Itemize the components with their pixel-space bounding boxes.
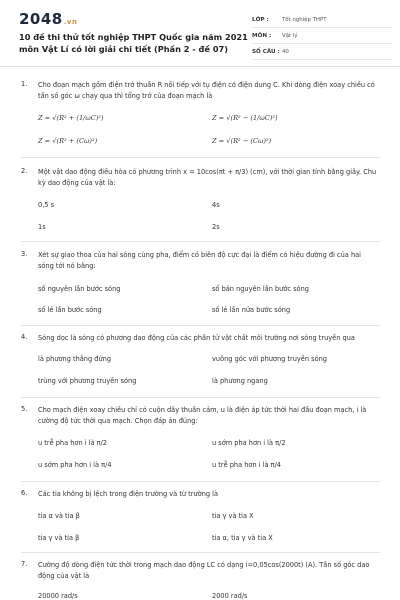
- answer-option-b[interactable]: vuông góc với phương truyền sóng: [212, 355, 327, 363]
- question-divider: [21, 481, 380, 482]
- answer-option-c[interactable]: số lẻ lần bước sóng: [38, 306, 102, 314]
- answer-option-b[interactable]: 4s: [212, 201, 220, 209]
- question-divider: [21, 157, 380, 158]
- question-text: Cường độ dòng điện tức thời trong mạch dao động LC có dạng i=0,05cos(2000t) (A). Tần số góc dao động của vật là: [38, 561, 370, 580]
- answer-option-d[interactable]: là phương ngang: [212, 377, 268, 385]
- question-text: Một vật dao động điều hòa có phương trình x = 10cos(πt + π/3) (cm), với thời gian tính bằng giây. Chu kỳ dao động của vật là:: [38, 168, 377, 187]
- question-number: 1.: [21, 80, 28, 88]
- logo-text: 2048: [19, 10, 63, 28]
- question-text: Xét sự giao thoa của hai sóng cùng pha, điểm có biên độ cực đại là điểm có hiệu đường đi của hai sóng tới nó bằng:: [38, 251, 361, 270]
- answer-option-a[interactable]: 20000 rad/s: [38, 592, 78, 600]
- question-number: 6.: [21, 489, 28, 497]
- answer-option-c[interactable]: u sớm pha hơn i là π/4: [38, 461, 112, 469]
- meta-row-count: [252, 44, 392, 60]
- answer-option-b[interactable]: số bán nguyên lần bước sóng: [212, 285, 309, 293]
- question-text: Các tia không bị lệch trong điện trường và từ trường là: [38, 490, 219, 498]
- meta-key: LỚP :: [252, 16, 269, 23]
- answer-option-b[interactable]: 2000 rad/s: [212, 592, 248, 600]
- answer-option-a[interactable]: Z = √(R² + (1/ωC)²): [38, 114, 104, 122]
- answer-option-c[interactable]: Z = √(R² + (Cω)²): [38, 137, 98, 145]
- answer-option-b[interactable]: u sớm pha hơn i là π/2: [212, 439, 286, 447]
- question-number: 2.: [21, 167, 28, 175]
- answer-option-c[interactable]: tia γ và tia β: [38, 534, 80, 542]
- question-text: Cho đoạn mạch gồm điện trở thuần R nối tiếp với tụ điện có điện dung C. Khi dòng điện xoay chiều có tần số góc ω chạy qua thì tổng trở của đoạn mạch là: [38, 81, 375, 100]
- answer-option-c[interactable]: trùng với phương truyền sóng: [38, 377, 137, 385]
- answer-option-d[interactable]: Z = √(R² − (Cω)²): [212, 137, 272, 145]
- question-text: Cho mạch điện xoay chiều chỉ có cuộn dây thuần cảm, u là điện áp tức thời hai đầu đoạn mạch, i là cường độ tức thời qua mạch. Chọn đáp án đúng:: [38, 406, 367, 425]
- exam-title: 10 đề thi thử tốt nghiệp THPT Quốc gia năm 2021 môn Vật Lí có lời giải chi tiết (Phần 2 - đề 07): [19, 32, 248, 54]
- header-divider: [0, 66, 400, 67]
- meta-key: SỐ CÂU :: [252, 48, 280, 55]
- meta-value: Tốt nghiệp THPT: [282, 16, 327, 23]
- meta-value: 40: [282, 48, 289, 55]
- question-number: 5.: [21, 405, 28, 413]
- question-number: 4.: [21, 333, 28, 341]
- answer-option-d[interactable]: 2s: [212, 223, 220, 231]
- answer-option-a[interactable]: u trễ pha hơn i là π/2: [38, 439, 107, 447]
- answer-option-a[interactable]: 0,5 s: [38, 201, 55, 209]
- answer-option-d[interactable]: u trễ pha hơn i là π/4: [212, 461, 281, 469]
- question-divider: [21, 241, 380, 242]
- answer-option-c[interactable]: 1s: [38, 223, 46, 231]
- question-divider: [21, 552, 380, 553]
- meta-row-class: [252, 12, 392, 28]
- answer-option-b[interactable]: tia γ và tia X: [212, 512, 254, 520]
- question-number: 7.: [21, 560, 28, 568]
- question-divider: [21, 397, 380, 398]
- site-logo[interactable]: [19, 10, 77, 28]
- page-header: [0, 0, 400, 62]
- meta-key: MÔN :: [252, 32, 272, 39]
- exam-meta: [252, 12, 392, 60]
- answer-option-d[interactable]: số lẻ lần nửa bước sóng: [212, 306, 291, 314]
- answer-option-b[interactable]: Z = √(R² − (1/ωC)²): [212, 114, 278, 122]
- question-number: 3.: [21, 250, 28, 258]
- logo-suffix: .vn: [63, 18, 78, 26]
- answer-option-d[interactable]: tia α, tia γ và tia X: [212, 534, 273, 542]
- answer-option-a[interactable]: tia α và tia β: [38, 512, 80, 520]
- question-text: Sóng dọc là sóng có phương dao động của các phần tử vật chất môi trường nơi sóng truyền qua: [38, 334, 355, 342]
- meta-value: Vật lý: [282, 32, 298, 39]
- answer-option-a[interactable]: số nguyên lần bước sóng: [38, 285, 121, 293]
- answer-option-a[interactable]: là phương thẳng đứng: [38, 355, 112, 363]
- question-divider: [21, 325, 380, 326]
- meta-row-subject: [252, 28, 392, 44]
